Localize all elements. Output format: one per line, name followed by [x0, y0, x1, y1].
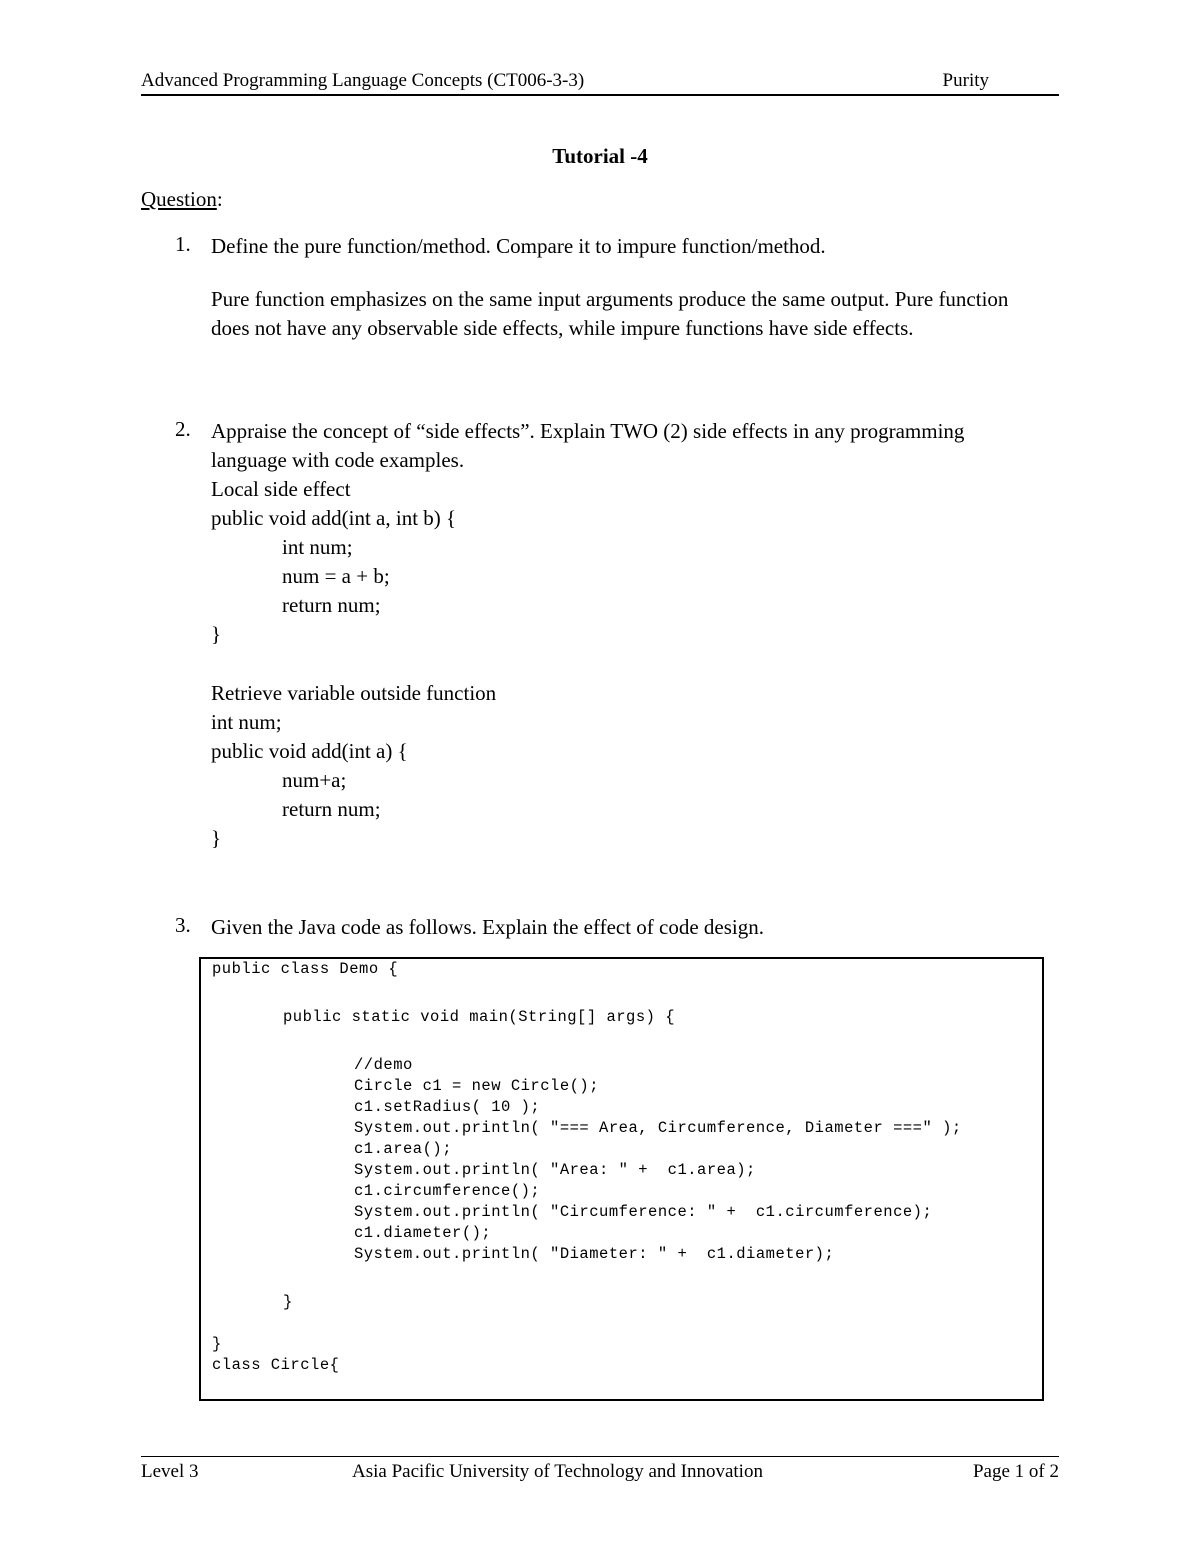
code-line: public class Demo { [212, 960, 399, 978]
question-3-number: 3. [175, 913, 191, 937]
question-2-prompt-line2: language with code examples. [211, 448, 465, 472]
question-1-prompt: Define the pure function/method. Compare it to impure function/method. [211, 234, 826, 258]
code-line: //demo [354, 1056, 413, 1074]
example-2-code-line: public void add(int a) { [211, 739, 408, 763]
footer-level: Level 3 [141, 1461, 199, 1482]
code-line: System.out.println( "Circumference: " + c1.circumference); [354, 1203, 933, 1221]
question-2-number: 2. [175, 417, 191, 441]
code-line: } [212, 1335, 222, 1353]
example-1-code-line: num = a + b; [282, 564, 390, 588]
code-line: } [283, 1293, 293, 1311]
footer-divider [141, 1456, 1059, 1457]
example-2-code-line: } [211, 826, 222, 850]
question-label: Question [141, 187, 217, 211]
code-line: System.out.println( "Diameter: " + c1.diameter); [354, 1245, 835, 1263]
footer-page-number: Page 1 of 2 [972, 1461, 1059, 1482]
topic-title: Purity [942, 70, 989, 91]
code-line: System.out.println( "=== Area, Circumference, Diameter ===" ); [354, 1119, 962, 1137]
example-1-code-line: int num; [282, 535, 353, 559]
course-title: Advanced Programming Language Concepts (CT006-3-3) [141, 70, 585, 91]
question-3-prompt: Given the Java code as follows. Explain the effect of code design. [211, 915, 765, 939]
question-1-answer: Pure function emphasizes on the same input arguments produce the same output. Pure function does not have any observable side effects, while impure functions have side effects. [211, 287, 1009, 340]
example-1-code-line: public void add(int a, int b) { [211, 506, 457, 530]
example-2-title: Retrieve variable outside function [211, 681, 497, 705]
question-heading [141, 187, 223, 212]
example-1-code-line: return num; [282, 593, 381, 617]
example-2-code-line: return num; [282, 797, 381, 821]
code-line: c1.setRadius( 10 ); [354, 1098, 541, 1116]
code-line: Circle c1 = new Circle(); [354, 1077, 600, 1095]
code-line: System.out.println( "Area: " + c1.area); [354, 1161, 756, 1179]
code-line: c1.circumference(); [354, 1182, 541, 1200]
question-1-number: 1. [175, 232, 191, 256]
tutorial-title: Tutorial -4 [552, 144, 648, 168]
code-line: c1.diameter(); [354, 1224, 492, 1242]
example-2-code-line: num+a; [282, 768, 347, 792]
page-header [141, 70, 1059, 96]
question-2-prompt-line1: Appraise the concept of “side effects”. Explain TWO (2) side effects in any programming [211, 419, 965, 443]
example-2-code-line: int num; [211, 710, 282, 734]
code-line: c1.area(); [354, 1140, 453, 1158]
example-1-code-line: } [211, 622, 222, 646]
question-colon: : [216, 187, 223, 211]
code-line: class Circle{ [212, 1356, 340, 1374]
example-1-title: Local side effect [211, 477, 351, 501]
footer-institution: Asia Pacific University of Technology and Innovation [352, 1461, 763, 1482]
java-code-box [199, 957, 1044, 1401]
code-line: public static void main(String[] args) { [283, 1008, 676, 1026]
